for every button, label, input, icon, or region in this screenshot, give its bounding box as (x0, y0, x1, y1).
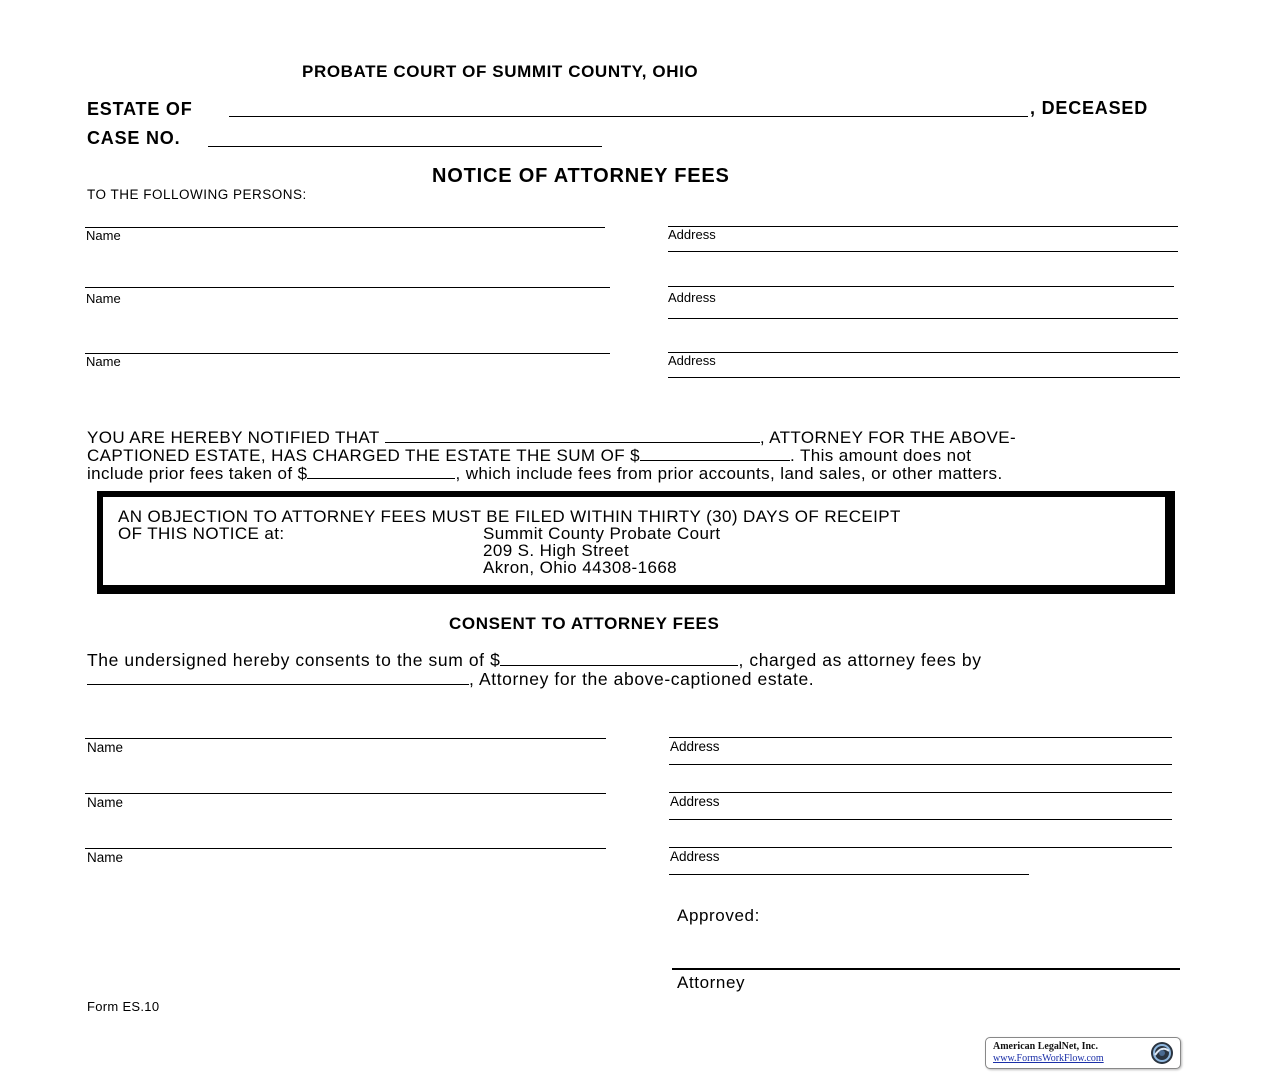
consent-address-field-2b[interactable] (669, 819, 1172, 820)
notice-address-field-2[interactable] (668, 286, 1174, 287)
deceased-label: , DECEASED (1030, 98, 1149, 118)
address-label: Address (668, 353, 716, 368)
notified-text: YOU ARE HEREBY NOTIFIED THAT (87, 428, 380, 447)
consent-title: CONSENT TO ATTORNEY FEES (449, 614, 720, 633)
prior-fees-text: include prior fees taken of $ (87, 464, 308, 483)
notice-address-field-2b[interactable] (668, 318, 1178, 319)
notice-name-field-3[interactable] (85, 353, 610, 354)
consent-name-field-2[interactable] (85, 793, 606, 794)
case-no-label: CASE NO. (87, 128, 181, 148)
consent-text: The undersigned hereby consents to the sum of $ (87, 650, 501, 670)
globe-swirl-icon (1150, 1041, 1174, 1065)
consent-address-field-2[interactable] (669, 792, 1172, 793)
attorney-name-field[interactable] (385, 428, 760, 443)
notice-name-field-1[interactable] (85, 227, 605, 228)
consent-sum-field[interactable] (500, 651, 738, 666)
objection-line-2: OF THIS NOTICE at: (118, 524, 285, 543)
address-label: Address (670, 739, 720, 754)
consent-name-field-3[interactable] (85, 848, 606, 849)
amount-note-text: . This amount does not (790, 446, 972, 465)
attorney-for-estate-text: , Attorney for the above-captioned estate. (469, 669, 815, 689)
notice-name-field-2[interactable] (85, 287, 610, 288)
name-label: Name (87, 850, 124, 865)
address-label: Address (668, 227, 716, 242)
address-label: Address (670, 849, 720, 864)
name-label: Name (86, 354, 121, 369)
consent-name-field-1[interactable] (85, 738, 606, 739)
attorney-label: Attorney (677, 973, 746, 992)
name-label: Name (86, 228, 121, 243)
consent-address-field-1b[interactable] (669, 764, 1172, 765)
prior-fees-field[interactable] (307, 464, 455, 479)
address-label: Address (670, 794, 720, 809)
attorney-signature-field[interactable] (672, 968, 1180, 970)
consent-address-field-3[interactable] (669, 847, 1172, 848)
charged-as-text: , charged as attorney fees by (738, 650, 982, 670)
prior-fees-detail-text: , which include fees from prior accounts, land sales, or other matters. (455, 464, 1003, 483)
objection-line-1: AN OBJECTION TO ATTORNEY FEES MUST BE FILED WITHIN THIRTY (30) DAYS OF RECEIPT (118, 507, 901, 526)
estate-of-label: ESTATE OF (87, 99, 193, 119)
notice-address-field-3b[interactable] (668, 377, 1180, 378)
logo-company-name: American LegalNet, Inc. (993, 1041, 1098, 1052)
consent-address-field-3b[interactable] (669, 874, 1029, 875)
notice-title: NOTICE OF ATTORNEY FEES (432, 165, 730, 187)
name-label: Name (87, 795, 124, 810)
court-address-line-1: Summit County Probate Court (483, 524, 721, 543)
american-legalnet-logo[interactable] (985, 1037, 1181, 1069)
logo-url-link[interactable]: www.FormsWorkFlow.com (993, 1053, 1104, 1064)
court-title: PROBATE COURT OF SUMMIT COUNTY, OHIO (302, 62, 699, 81)
consent-attorney-field[interactable] (87, 670, 469, 685)
notice-address-field-1b[interactable] (668, 251, 1178, 252)
court-address-line-2: 209 S. High Street (483, 541, 630, 560)
approved-label: Approved: (677, 906, 760, 925)
name-label: Name (86, 291, 121, 306)
notice-paragraph (87, 428, 1181, 482)
notice-address-field-1[interactable] (668, 226, 1178, 227)
to-persons-label: TO THE FOLLOWING PERSONS: (87, 187, 307, 202)
court-address-line-3: Akron, Ohio 44308-1668 (483, 558, 678, 577)
address-label: Address (668, 290, 716, 305)
form-number: Form ES.10 (87, 999, 160, 1014)
estate-name-field[interactable] (229, 116, 1028, 117)
consent-paragraph (87, 651, 1181, 689)
attorney-for-text: , ATTORNEY FOR THE ABOVE- (759, 428, 1017, 447)
case-number-field[interactable] (208, 146, 602, 147)
sum-field[interactable] (640, 446, 790, 461)
notice-address-field-3[interactable] (668, 352, 1178, 353)
name-label: Name (87, 740, 124, 755)
consent-address-field-1[interactable] (669, 737, 1172, 738)
charged-text: CAPTIONED ESTATE, HAS CHARGED THE ESTATE THE SUM OF $ (87, 446, 640, 465)
